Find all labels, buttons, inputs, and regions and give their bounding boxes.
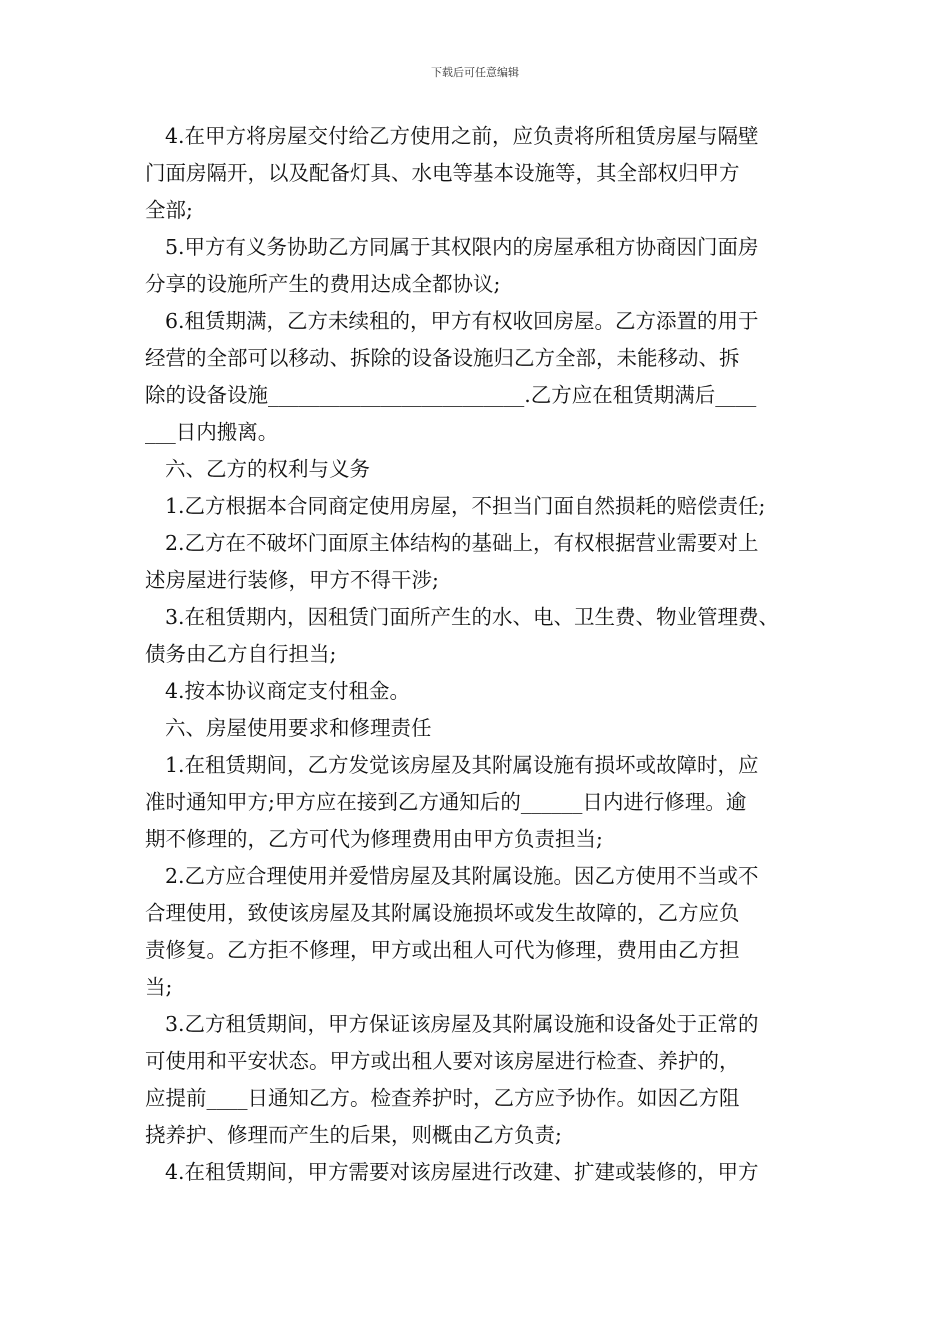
text-line: 4.在甲方将房屋交付给乙方使用之前，应负责将所租赁房屋与隔壁 xyxy=(165,124,759,148)
text-line: 除的设备设施_________________________.乙方应在租赁期满后____ xyxy=(145,383,757,407)
text-line: 责修复。乙方拒不修理，甲方或出租人可代为修理，费用由乙方担 xyxy=(145,938,740,962)
paragraph xyxy=(145,488,810,525)
text-line: 合理使用，致使该房屋及其附属设施损坏或发生故障的，乙方应负 xyxy=(145,901,740,925)
text-line: 债务由乙方自行担当; xyxy=(145,642,337,666)
paragraph xyxy=(145,747,810,858)
text-line: 4.按本协议商定支付租金。 xyxy=(165,679,411,703)
paragraph xyxy=(145,673,810,710)
text-line: 门面房隔开，以及配备灯具、水电等基本设施等，其全部权归甲方 xyxy=(145,161,740,185)
text-line: 1.乙方根据本合同商定使用房屋，不担当门面自然损耗的赔偿责任; xyxy=(165,494,766,518)
paragraph xyxy=(145,525,810,599)
text-line: 4.在租赁期间，甲方需要对该房屋进行改建、扩建或装修的，甲方 xyxy=(165,1160,759,1184)
paragraph xyxy=(145,303,810,451)
text-line: 2.乙方应合理使用并爱惜房屋及其附属设施。因乙方使用不当或不 xyxy=(165,864,759,888)
text-line: 3.乙方租赁期间，甲方保证该房屋及其附属设施和设备处于正常的 xyxy=(165,1012,759,1036)
paragraph xyxy=(145,1006,810,1154)
text-line: 全部; xyxy=(145,198,193,222)
text-line: 6.租赁期满，乙方未续租的，甲方有权收回房屋。乙方添置的用于 xyxy=(165,309,759,333)
text-line: 当; xyxy=(145,975,173,999)
text-line: 分享的设施所产生的费用达成全都协议; xyxy=(145,272,501,296)
text-line: 挠养护、修理而产生的后果，则概由乙方负责; xyxy=(145,1123,562,1147)
paragraph xyxy=(145,599,810,673)
document-body xyxy=(145,118,810,1191)
text-line: 经营的全部可以移动、拆除的设备设施归乙方全部，未能移动、拆 xyxy=(145,346,740,370)
paragraph xyxy=(145,118,810,229)
text-line: 可使用和平安状态。甲方或出租人要对该房屋进行检查、养护的， xyxy=(145,1049,740,1073)
text-line: 2.乙方在不破坏门面原主体结构的基础上，有权根据营业需要对上 xyxy=(165,531,759,555)
section-heading: 六、乙方的权利与义务 xyxy=(165,457,370,481)
section-heading: 六、房屋使用要求和修理责任 xyxy=(165,716,432,740)
text-line: 述房屋进行装修，甲方不得干涉; xyxy=(145,568,439,592)
text-line: 3.在租赁期内，因租赁门面所产生的水、电、卫生费、物业管理费、 xyxy=(165,605,780,629)
text-line: 5.甲方有义务协助乙方同属于其权限内的房屋承租方协商因门面房 xyxy=(165,235,759,259)
page-header: 下载后可任意编辑 xyxy=(431,66,519,79)
paragraph xyxy=(145,858,810,1006)
paragraph xyxy=(145,1154,810,1191)
text-line: ___日内搬离。 xyxy=(145,420,279,444)
text-line: 准时通知甲方;甲方应在接到乙方通知后的______日内进行修理。逾 xyxy=(145,790,747,814)
text-line: 期不修理的，乙方可代为修理费用由甲方负责担当; xyxy=(145,827,603,851)
paragraph xyxy=(145,229,810,303)
text-line: 应提前____日通知乙方。检查养护时，乙方应予协作。如因乙方阻 xyxy=(145,1086,740,1110)
text-line: 1.在租赁期间，乙方发觉该房屋及其附属设施有损坏或故障时，应 xyxy=(165,753,759,777)
